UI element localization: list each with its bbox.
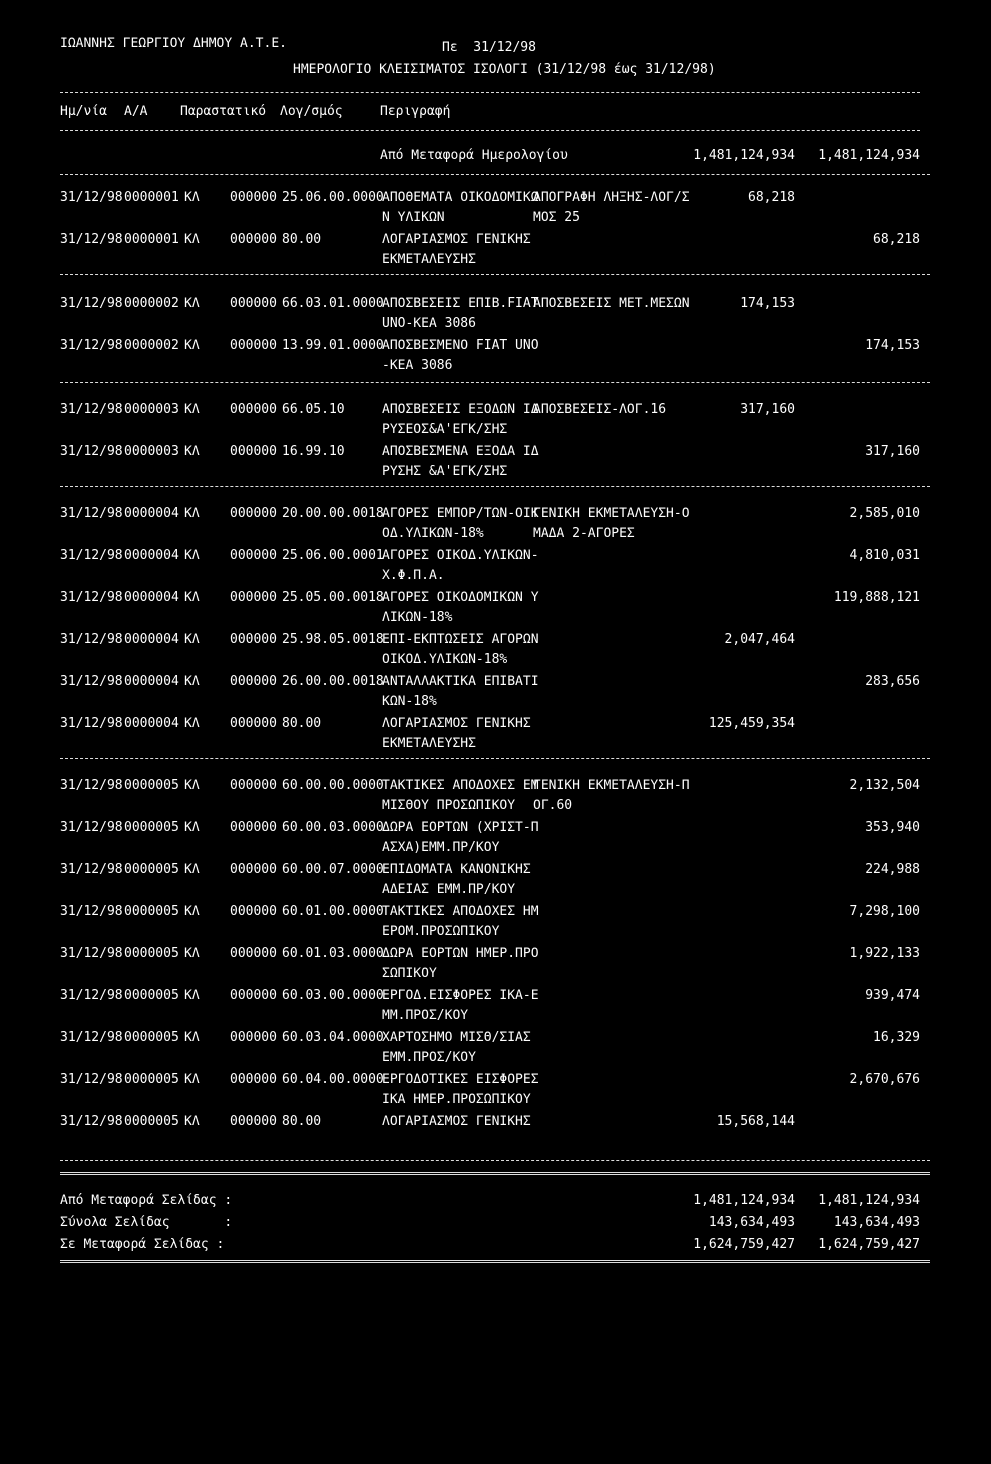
entry-description: ΕΠΙΔΟΜΑΤΑ ΚΑΝΟΝΙΚΗΣ [382,862,531,877]
entry-description: ΑΝΤΑΛΛΑΚΤΙΚΑ ΕΠΙΒΑΤΙ [382,674,539,689]
totals-credit: 1,624,759,427 [818,1237,920,1252]
company-name: ΙΩΑΝΝΗΣ ΓΕΩΡΓΙΟΥ ΔΗΜΟΥ Α.Τ.Ε. [60,36,287,51]
entry-aa: 0000005 [124,904,179,919]
entry-aa: 0000005 [124,820,179,835]
entry-description: ΛΟΓΑΡΙΑΣΜΟΣ ΓΕΝΙΚΗΣ [382,716,531,731]
entry-date: 31/12/98 [60,988,123,1003]
entry-account: 66.05.10 [282,402,345,417]
entry-description: ΧΑΡΤΟΣΗΜΟ ΜΙΣΘ/ΣΙΑΣ [382,1030,531,1045]
entry-type: ΚΛ [184,904,200,919]
entry-date: 31/12/98 [60,1114,123,1129]
entry-date: 31/12/98 [60,946,123,961]
carry-in-credit: 1,481,124,934 [818,148,920,163]
entry-account: 60.00.00.0000 [282,778,384,793]
entry-comment: ΑΠΟΣΒΕΣΕΙΣ-ΛΟΓ.16 [533,402,667,417]
entry-credit: 119,888,121 [833,590,920,605]
divider [60,1160,930,1161]
entry-doc: 000000 [230,190,277,205]
entry-type: ΚΛ [184,1114,200,1129]
entry-credit: 2,585,010 [849,506,920,521]
entry-credit: 1,922,133 [849,946,920,961]
entry-doc: 000000 [230,1072,277,1087]
entry-aa: 0000001 [124,232,179,247]
entry-description-cont: ΛΙΚΩΝ-18% [382,610,453,625]
entry-description-cont: ΕΜΜ.ΠΡΟΣ/ΚΟΥ [382,1050,476,1065]
entry-doc: 000000 [230,820,277,835]
entry-description: ΑΠΟΣΒΕΣΜΕΝΑ ΕΞΟΔΑ ΙΔ [382,444,539,459]
entry-comment-cont: ΟΓ.60 [533,798,573,813]
entry-aa: 0000005 [124,988,179,1003]
entry-credit: 174,153 [865,338,920,353]
entry-debit: 125,459,354 [708,716,795,731]
entry-doc: 000000 [230,506,277,521]
entry-aa: 0000005 [124,1030,179,1045]
entry-description-cont: ΜΙΣΘΟΥ ΠΡΟΣΩΠΙΚΟΥ [382,798,516,813]
entry-description: ΕΡΓΟΔ.ΕΙΣΦΟΡΕΣ ΙΚΑ-Ε [382,988,539,1003]
entry-account: 60.00.03.0000 [282,820,384,835]
entry-description-cont: ΕΡΟΜ.ΠΡΟΣΩΠΙΚΟΥ [382,924,500,939]
entry-description: ΑΓΟΡΕΣ ΟΙΚΟΔ.ΥΛΙΚΩΝ- [382,548,539,563]
entry-account: 60.04.00.0000 [282,1072,384,1087]
entry-date: 31/12/98 [60,590,123,605]
entry-account: 16.99.10 [282,444,345,459]
carry-in-debit: 1,481,124,934 [693,148,795,163]
entry-date: 31/12/98 [60,444,123,459]
entry-doc: 000000 [230,988,277,1003]
entry-account: 80.00 [282,232,322,247]
report-date: Πε 31/12/98 [442,40,536,55]
col-date-header: Ημ/νία [60,104,107,119]
entry-description-cont: ΣΩΠΙΚΟΥ [382,966,437,981]
entry-type: ΚΛ [184,338,200,353]
totals-label: Σύνολα Σελίδας : [60,1215,233,1230]
entry-type: ΚΛ [184,1072,200,1087]
col-aa-header: Α/Α [124,104,148,119]
entry-doc: 000000 [230,548,277,563]
entry-description: ΤΑΚΤΙΚΕΣ ΑΠΟΔΟΧΕΣ ΕΜ [382,778,539,793]
entry-aa: 0000005 [124,1114,179,1129]
entry-date: 31/12/98 [60,674,123,689]
totals-debit: 1,481,124,934 [693,1193,795,1208]
entry-account: 25.98.05.0018 [282,632,384,647]
entry-comment-cont: ΜΑΔΑ 2-ΑΓΟΡΕΣ [533,526,635,541]
entry-description: ΕΠΙ-ΕΚΠΤΩΣΕΙΣ ΑΓΟΡΩΝ [382,632,539,647]
entry-doc: 000000 [230,904,277,919]
entry-aa: 0000002 [124,296,179,311]
entry-account: 26.00.00.0018 [282,674,384,689]
entry-type: ΚΛ [184,548,200,563]
entry-doc: 000000 [230,674,277,689]
entry-type: ΚΛ [184,190,200,205]
entry-account: 60.01.00.0000 [282,904,384,919]
col-account-header: Λογ/σμός [280,104,343,119]
entry-date: 31/12/98 [60,904,123,919]
entry-type: ΚΛ [184,590,200,605]
entry-type: ΚΛ [184,946,200,961]
entry-description-cont: ΟΔ.ΥΛΙΚΩΝ-18% [382,526,484,541]
totals-credit: 143,634,493 [833,1215,920,1230]
entry-type: ΚΛ [184,506,200,521]
totals-label: Από Μεταφορά Σελίδας : [60,1193,233,1208]
entry-debit: 68,218 [748,190,795,205]
entry-comment: ΓΕΝΙΚΗ ΕΚΜΕΤΑΛΕΥΣΗ-Π [533,778,690,793]
entry-date: 31/12/98 [60,402,123,417]
entry-credit: 16,329 [873,1030,920,1045]
divider [60,130,920,131]
entry-debit: 15,568,144 [716,1114,795,1129]
entry-aa: 0000001 [124,190,179,205]
carry-in-label: Από Μεταφορά Ημερολογίου [380,148,568,163]
entry-account: 80.00 [282,1114,322,1129]
totals-divider [60,1172,930,1175]
entry-description: ΑΠΟΘΕΜΑΤΑ ΟΙΚΟΔΟΜΙΚΩ [382,190,539,205]
entry-credit: 939,474 [865,988,920,1003]
entry-aa: 0000003 [124,444,179,459]
entry-description: ΛΟΓΑΡΙΑΣΜΟΣ ΓΕΝΙΚΗΣ [382,1114,531,1129]
entry-date: 31/12/98 [60,632,123,647]
entry-type: ΚΛ [184,296,200,311]
entry-doc: 000000 [230,444,277,459]
entry-description-cont: ΟΙΚΟΔ.ΥΛΙΚΩΝ-18% [382,652,508,667]
entry-description-cont: ΕΚΜΕΤΑΛΕΥΣΗΣ [382,736,476,751]
entry-account: 25.06.00.0001 [282,548,384,563]
entry-date: 31/12/98 [60,338,123,353]
totals-debit: 1,624,759,427 [693,1237,795,1252]
entry-doc: 000000 [230,632,277,647]
entry-type: ΚΛ [184,674,200,689]
entry-description: ΔΩΡΑ ΕΟΡΤΩΝ (ΧΡΙΣΤ-Π [382,820,539,835]
entry-debit: 2,047,464 [724,632,795,647]
entry-aa: 0000005 [124,862,179,877]
entry-account: 20.00.00.0018 [282,506,384,521]
entry-aa: 0000004 [124,548,179,563]
divider [60,758,930,759]
entry-credit: 2,132,504 [849,778,920,793]
entry-account: 13.99.01.0000 [282,338,384,353]
entry-description: ΑΠΟΣΒΕΣΜΕΝΟ FIAT UNO [382,338,539,353]
entry-description: ΑΓΟΡΕΣ ΕΜΠΟΡ/ΤΩΝ-ΟΙΚ [382,506,539,521]
entry-description-cont: ΕΚΜΕΤΑΛΕΥΣΗΣ [382,252,476,267]
entry-account: 25.05.00.0018 [282,590,384,605]
entry-description-cont: -ΚΕΑ 3086 [382,358,453,373]
entry-credit: 224,988 [865,862,920,877]
entry-doc: 000000 [230,946,277,961]
entry-aa: 0000003 [124,402,179,417]
entry-comment-cont: ΜΟΣ 25 [533,210,580,225]
entry-date: 31/12/98 [60,548,123,563]
entry-date: 31/12/98 [60,296,123,311]
entry-doc: 000000 [230,296,277,311]
entry-doc: 000000 [230,716,277,731]
entry-aa: 0000004 [124,674,179,689]
entry-type: ΚΛ [184,862,200,877]
entry-description-cont: Ν ΥΛΙΚΩΝ [382,210,445,225]
divider [60,486,930,487]
entry-comment: ΑΠΟΓΡΑΦΗ ΛΗΞΗΣ-ΛΟΓ/Σ [533,190,690,205]
entry-type: ΚΛ [184,232,200,247]
entry-doc: 000000 [230,1114,277,1129]
entry-account: 60.03.00.0000 [282,988,384,1003]
entry-description: ΑΠΟΣΒΕΣΕΙΣ ΕΞΟΔΩΝ ΙΔ [382,402,539,417]
entry-comment: ΓΕΝΙΚΗ ΕΚΜΕΤΑΛΕΥΣΗ-Ο [533,506,690,521]
entry-aa: 0000004 [124,590,179,605]
entry-credit: 353,940 [865,820,920,835]
entry-description: ΕΡΓΟΔΟΤΙΚΕΣ ΕΙΣΦΟΡΕΣ [382,1072,539,1087]
totals-credit: 1,481,124,934 [818,1193,920,1208]
entry-aa: 0000005 [124,1072,179,1087]
entry-account: 80.00 [282,716,322,731]
divider [60,92,920,93]
entry-aa: 0000002 [124,338,179,353]
entry-doc: 000000 [230,232,277,247]
entry-type: ΚΛ [184,716,200,731]
entry-credit: 317,160 [865,444,920,459]
entry-description: ΛΟΓΑΡΙΑΣΜΟΣ ΓΕΝΙΚΗΣ [382,232,531,247]
entry-description-cont: ΙΚΑ ΗΜΕΡ.ΠΡΟΣΩΠΙΚΟΥ [382,1092,531,1107]
entry-date: 31/12/98 [60,862,123,877]
entry-type: ΚΛ [184,632,200,647]
entry-comment: ΑΠΟΣΒΕΣΕΙΣ ΜΕΤ.ΜΕΣΩΝ [533,296,690,311]
entry-doc: 000000 [230,590,277,605]
entry-account: 60.00.07.0000 [282,862,384,877]
totals-divider [60,1260,930,1263]
entry-type: ΚΛ [184,1030,200,1045]
entry-doc: 000000 [230,402,277,417]
totals-label: Σε Μεταφορά Σελίδας : [60,1237,225,1252]
entry-debit: 174,153 [740,296,795,311]
entry-description-cont: ΜΜ.ΠΡΟΣ/ΚΟΥ [382,1008,469,1023]
entry-description-cont: UNO-ΚΕΑ 3086 [382,316,476,331]
divider [60,174,930,175]
entry-aa: 0000004 [124,632,179,647]
entry-credit: 4,810,031 [849,548,920,563]
entry-date: 31/12/98 [60,820,123,835]
entry-doc: 000000 [230,338,277,353]
entry-description: ΤΑΚΤΙΚΕΣ ΑΠΟΔΟΧΕΣ ΗΜ [382,904,539,919]
entry-description-cont: ΡΥΣΕΟΣ&Α'ΕΓΚ/ΣΗΣ [382,422,508,437]
entry-aa: 0000004 [124,506,179,521]
entry-date: 31/12/98 [60,190,123,205]
entry-description-cont: ΑΔΕΙΑΣ ΕΜΜ.ΠΡ/ΚΟΥ [382,882,516,897]
divider [60,274,930,275]
entry-aa: 0000004 [124,716,179,731]
entry-doc: 000000 [230,1030,277,1045]
entry-description: ΑΓΟΡΕΣ ΟΙΚΟΔΟΜΙΚΩΝ Υ [382,590,539,605]
entry-description-cont: ΡΥΣΗΣ &Α'ΕΓΚ/ΣΗΣ [382,464,508,479]
entry-aa: 0000005 [124,778,179,793]
totals-debit: 143,634,493 [708,1215,795,1230]
entry-date: 31/12/98 [60,1030,123,1045]
col-description-header: Περιγραφή [380,104,451,119]
entry-date: 31/12/98 [60,778,123,793]
entry-account: 60.03.04.0000 [282,1030,384,1045]
entry-date: 31/12/98 [60,506,123,521]
entry-date: 31/12/98 [60,716,123,731]
entry-debit: 317,160 [740,402,795,417]
entry-description-cont: ΑΣΧΑ)ΕΜΜ.ΠΡ/ΚΟΥ [382,840,500,855]
entry-type: ΚΛ [184,820,200,835]
entry-account: 66.03.01.0000 [282,296,384,311]
divider [60,382,930,383]
entry-date: 31/12/98 [60,232,123,247]
col-doc-header: Παραστατικό [180,104,267,119]
entry-account: 60.01.03.0000 [282,946,384,961]
entry-type: ΚΛ [184,778,200,793]
entry-credit: 283,656 [865,674,920,689]
entry-date: 31/12/98 [60,1072,123,1087]
entry-aa: 0000005 [124,946,179,961]
entry-description-cont: Χ.Φ.Π.Α. [382,568,445,583]
entry-description: ΑΠΟΣΒΕΣΕΙΣ ΕΠΙΒ.FIAT [382,296,539,311]
report-title: ΗΜΕΡΟΛΟΓΙΟ ΚΛΕΙΣΙΜΑΤΟΣ ΙΣΟΛΟΓΙ (31/12/98 έως 31/12/98) [293,62,716,77]
entry-doc: 000000 [230,862,277,877]
entry-credit: 7,298,100 [849,904,920,919]
entry-account: 25.06.00.0000 [282,190,384,205]
entry-type: ΚΛ [184,444,200,459]
entry-type: ΚΛ [184,402,200,417]
entry-description: ΔΩΡΑ ΕΟΡΤΩΝ ΗΜΕΡ.ΠΡΟ [382,946,539,961]
entry-description-cont: ΚΩΝ-18% [382,694,437,709]
entry-type: ΚΛ [184,988,200,1003]
entry-doc: 000000 [230,778,277,793]
entry-credit: 2,670,676 [849,1072,920,1087]
entry-credit: 68,218 [873,232,920,247]
